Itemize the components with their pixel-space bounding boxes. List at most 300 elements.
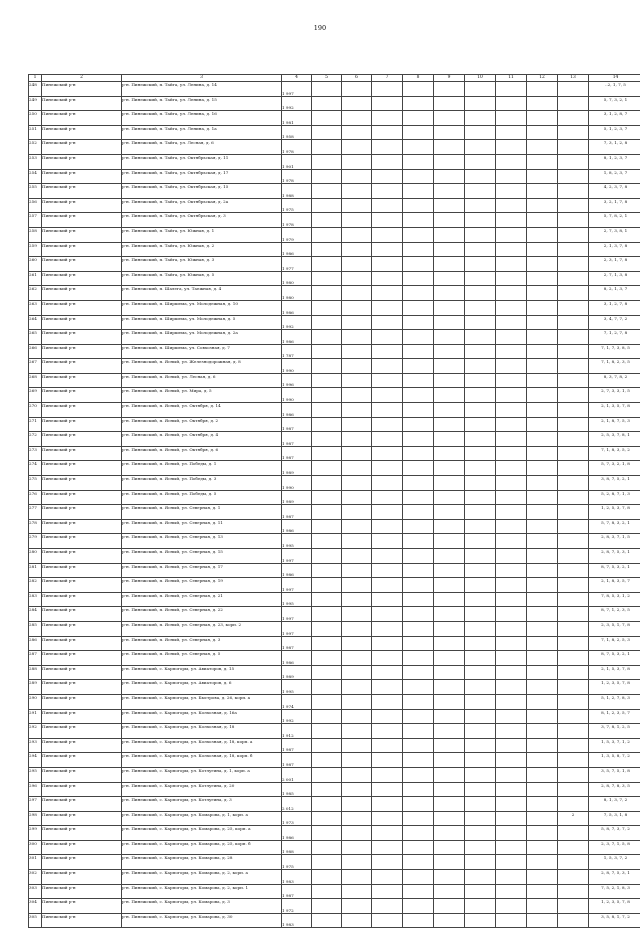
address-cell: р-н. Пинежский, п. Ясный, ул. Железнодорожная, д. 8: [122, 359, 282, 374]
empty-cell: [465, 373, 496, 388]
empty-cell: [342, 884, 372, 899]
address-cell: р-н. Пинежский, п. Ясный, ул. Северная, д. 15: [122, 549, 282, 564]
empty-cell: [496, 840, 527, 855]
empty-cell: [312, 578, 342, 593]
year-cell: [282, 724, 312, 739]
col14-cell: 8, 1, 3, 7, 2: [589, 797, 640, 812]
district-cell: Пинежский р-н: [42, 315, 122, 330]
empty-cell: [465, 797, 496, 812]
district-cell: Пинежский р-н: [42, 417, 122, 432]
empty-cell: [465, 257, 496, 272]
empty-cell: [342, 373, 372, 388]
year-value: 1 987: [282, 638, 311, 650]
district-cell: Пинежский р-н: [42, 227, 122, 242]
row-number: 276: [29, 490, 42, 505]
empty-cell: [312, 271, 342, 286]
empty-cell: [403, 373, 434, 388]
district-cell: Пинежский р-н: [42, 651, 122, 666]
address-cell: р-н. Пинежский, п. Тайга, ул. Лесная, д. 6: [122, 140, 282, 155]
empty-cell: [403, 417, 434, 432]
district-cell: Пинежский р-н: [42, 388, 122, 403]
empty-cell: [527, 694, 558, 709]
empty-cell: [496, 505, 527, 520]
empty-cell: [372, 519, 403, 534]
col14-cell: 8, 3, 7, 8, 2: [589, 373, 640, 388]
empty-cell: [403, 490, 434, 505]
year-cell: [282, 840, 312, 855]
empty-cell: [496, 563, 527, 578]
empty-cell: [527, 286, 558, 301]
row-number: 293: [29, 738, 42, 753]
empty-cell: [496, 913, 527, 928]
col14-cell: 8, 7, 5, 3, 2, 1: [589, 651, 640, 666]
year-cell: [282, 694, 312, 709]
row-number: 268: [29, 373, 42, 388]
year-cell: [282, 636, 312, 651]
empty-cell: [372, 213, 403, 228]
empty-cell: [372, 621, 403, 636]
col14-cell: 5, 1, 2, 7, 8, 3: [589, 694, 640, 709]
empty-cell: [465, 242, 496, 257]
empty-cell: [434, 519, 465, 534]
year-value: 1 992: [282, 98, 311, 110]
row-number: 264: [29, 315, 42, 330]
empty-cell: [372, 344, 403, 359]
empty-cell: [342, 840, 372, 855]
table-row: [29, 388, 640, 403]
address-cell: р-н. Пинежский, с. Карпогоры, ул. Колхозная, д. 18, корп. б: [122, 753, 282, 768]
empty-cell: [342, 227, 372, 242]
table-row: [29, 738, 640, 753]
empty-cell: [403, 330, 434, 345]
address-cell: р-н. Пинежский, п. Ширшема, ул. Совхозная, д. 7: [122, 344, 282, 359]
empty-cell: [434, 213, 465, 228]
row-number: 262: [29, 286, 42, 301]
empty-cell: [434, 826, 465, 841]
col13-cell: [558, 315, 589, 330]
empty-cell: [372, 753, 403, 768]
district-cell: Пинежский р-н: [42, 636, 122, 651]
empty-cell: [527, 271, 558, 286]
empty-cell: [496, 388, 527, 403]
year-value: 1 997: [282, 551, 311, 563]
empty-cell: [372, 592, 403, 607]
empty-cell: [312, 213, 342, 228]
year-value: 1 986: [282, 332, 311, 344]
table-row: [29, 840, 640, 855]
empty-cell: [403, 125, 434, 140]
col13-cell: [558, 636, 589, 651]
empty-cell: [465, 184, 496, 199]
col14-cell: 3, 1, 2, 7, 8: [589, 300, 640, 315]
empty-cell: [312, 505, 342, 520]
empty-cell: [465, 694, 496, 709]
empty-cell: [496, 476, 527, 491]
empty-cell: [342, 767, 372, 782]
empty-cell: [342, 111, 372, 126]
empty-cell: [434, 651, 465, 666]
col13-cell: [558, 476, 589, 491]
address-cell: р-н. Пинежский, п. Ясный, ул. Октября, д. 2: [122, 417, 282, 432]
empty-cell: [434, 359, 465, 374]
col14-cell: 1, 5, 3, 7, 1, 2: [589, 738, 640, 753]
empty-cell: [342, 198, 372, 213]
col13-cell: [558, 797, 589, 812]
empty-cell: [403, 388, 434, 403]
table-row: [29, 534, 640, 549]
year-cell: [282, 184, 312, 199]
col13-cell: [558, 446, 589, 461]
empty-cell: [527, 373, 558, 388]
empty-cell: [465, 271, 496, 286]
empty-cell: [496, 870, 527, 885]
district-cell: Пинежский р-н: [42, 899, 122, 914]
empty-cell: [342, 621, 372, 636]
col13-cell: [558, 184, 589, 199]
year-value: 1 987: [282, 507, 311, 519]
table-row: [29, 417, 640, 432]
col13-cell: [558, 359, 589, 374]
district-cell: Пинежский р-н: [42, 154, 122, 169]
address-cell: р-н. Пинежский, п. Тайга, ул. Ленина, д. 1а: [122, 125, 282, 140]
column-header: 11: [496, 75, 527, 82]
row-number: 301: [29, 855, 42, 870]
empty-cell: [403, 811, 434, 826]
year-cell: [282, 432, 312, 447]
empty-cell: [342, 563, 372, 578]
empty-cell: [342, 403, 372, 418]
row-number: 282: [29, 578, 42, 593]
col13-cell: [558, 680, 589, 695]
col14-cell: 8, 1, 2, 3, 7: [589, 154, 640, 169]
col14-cell: ..2, 1, 7, 5: [589, 82, 640, 97]
empty-cell: [342, 82, 372, 97]
empty-cell: [527, 621, 558, 636]
empty-cell: [312, 169, 342, 184]
district-cell: Пинежский р-н: [42, 840, 122, 855]
empty-cell: [527, 476, 558, 491]
empty-cell: [372, 125, 403, 140]
empty-cell: [465, 359, 496, 374]
year-value: 1 992: [282, 317, 311, 329]
column-header: 4: [282, 75, 312, 82]
empty-cell: [434, 680, 465, 695]
empty-cell: [496, 242, 527, 257]
empty-cell: [465, 169, 496, 184]
year-cell: [282, 300, 312, 315]
address-cell: р-н. Пинежский, п. Тайга, ул. Южная, д. 5: [122, 271, 282, 286]
empty-cell: [496, 767, 527, 782]
empty-cell: [403, 870, 434, 885]
empty-cell: [312, 563, 342, 578]
address-cell: р-н. Пинежский, с. Карпогоры, ул. Комарова, д. 2, корп. а: [122, 870, 282, 885]
year-cell: [282, 96, 312, 111]
empty-cell: [312, 227, 342, 242]
empty-cell: [527, 636, 558, 651]
empty-cell: [342, 913, 372, 928]
year-value: 1 990: [282, 361, 311, 373]
col13-cell: [558, 563, 589, 578]
empty-cell: [496, 665, 527, 680]
empty-cell: [496, 417, 527, 432]
empty-cell: [403, 782, 434, 797]
col13-cell: [558, 665, 589, 680]
empty-cell: [342, 213, 372, 228]
year-value: 1 988: [282, 186, 311, 198]
col14-cell: 2, 1, 8, 7, 5, 3: [589, 417, 640, 432]
empty-cell: [496, 549, 527, 564]
empty-cell: [465, 446, 496, 461]
empty-cell: [372, 227, 403, 242]
table-row: [29, 432, 640, 447]
empty-cell: [465, 111, 496, 126]
year-value: 1 787: [282, 346, 311, 358]
table-row: [29, 709, 640, 724]
district-cell: Пинежский р-н: [42, 300, 122, 315]
empty-cell: [527, 840, 558, 855]
empty-cell: [465, 680, 496, 695]
column-header: 5: [312, 75, 342, 82]
address-cell: р-н. Пинежский, п. Ясный, ул. Октября, д. 14: [122, 403, 282, 418]
empty-cell: [465, 782, 496, 797]
empty-cell: [496, 636, 527, 651]
col13-cell: [558, 344, 589, 359]
address-cell: р-н. Пинежский, с. Карпогоры, ул. Комарова, д. 2, корп. 1: [122, 884, 282, 899]
district-cell: Пинежский р-н: [42, 607, 122, 622]
empty-cell: [496, 811, 527, 826]
year-cell: [282, 549, 312, 564]
empty-cell: [372, 563, 403, 578]
year-cell: [282, 592, 312, 607]
empty-cell: [312, 286, 342, 301]
row-number: 259: [29, 242, 42, 257]
col13-cell: [558, 96, 589, 111]
year-cell: [282, 519, 312, 534]
col14-cell: 2, 1, 5, 3, 7, 8: [589, 665, 640, 680]
empty-cell: [403, 154, 434, 169]
empty-cell: [372, 899, 403, 914]
year-value: 1 980: [282, 273, 311, 285]
empty-cell: [403, 899, 434, 914]
table-row: [29, 373, 640, 388]
empty-cell: [434, 96, 465, 111]
row-number: 300: [29, 840, 42, 855]
empty-cell: [312, 257, 342, 272]
empty-cell: [527, 870, 558, 885]
empty-cell: [342, 490, 372, 505]
table-row: [29, 490, 640, 505]
empty-cell: [312, 476, 342, 491]
address-cell: р-н. Пинежский, п. Шалега, ул. Таежная, д. 4: [122, 286, 282, 301]
row-number: 265: [29, 330, 42, 345]
col14-cell: 7, 1, 8, 2, 3, 5: [589, 359, 640, 374]
empty-cell: [527, 709, 558, 724]
empty-cell: [312, 154, 342, 169]
col14-cell: 2, 5, 3, 7, 8, 1: [589, 432, 640, 447]
row-number: 263: [29, 300, 42, 315]
year-cell: [282, 403, 312, 418]
empty-cell: [465, 724, 496, 739]
table-row: [29, 169, 640, 184]
col14-cell: 7, 5, 3, 1, 8: [589, 811, 640, 826]
empty-cell: [372, 651, 403, 666]
empty-cell: [527, 140, 558, 155]
empty-cell: [372, 169, 403, 184]
empty-cell: [496, 198, 527, 213]
empty-cell: [312, 300, 342, 315]
table-row: [29, 884, 640, 899]
col14-cell: 2, 3, 1, 7, 8: [589, 257, 640, 272]
row-number: 248: [29, 82, 42, 97]
district-cell: Пинежский р-н: [42, 578, 122, 593]
empty-cell: [372, 140, 403, 155]
row-number: 249: [29, 96, 42, 111]
address-cell: р-н. Пинежский, п. Ясный, ул. Северная, д. 19: [122, 578, 282, 593]
empty-cell: [465, 505, 496, 520]
table-row: [29, 870, 640, 885]
empty-cell: [342, 184, 372, 199]
table-row: [29, 694, 640, 709]
year-cell: [282, 461, 312, 476]
address-cell: р-н. Пинежский, п. Ясный, ул. Северная, д. 1: [122, 505, 282, 520]
table-row: [29, 811, 640, 826]
empty-cell: [372, 607, 403, 622]
col13-cell: [558, 111, 589, 126]
empty-cell: [496, 300, 527, 315]
empty-cell: [465, 96, 496, 111]
empty-cell: [434, 913, 465, 928]
empty-cell: [434, 344, 465, 359]
col13-cell: [558, 534, 589, 549]
address-cell: р-н. Пинежский, с. Карпогоры, ул. Комарова, д. 28: [122, 855, 282, 870]
empty-cell: [403, 738, 434, 753]
year-cell: [282, 563, 312, 578]
year-value: 1 978: [282, 171, 311, 183]
table-row: [29, 359, 640, 374]
year-cell: [282, 651, 312, 666]
year-cell: [282, 213, 312, 228]
empty-cell: [465, 519, 496, 534]
empty-cell: [527, 111, 558, 126]
empty-cell: [527, 665, 558, 680]
empty-cell: [465, 884, 496, 899]
col14-cell: 8, 2, 1, 3, 7: [589, 286, 640, 301]
year-value: 1 995: [282, 536, 311, 548]
empty-cell: [434, 621, 465, 636]
year-value: 1 975: [282, 200, 311, 212]
district-cell: Пинежский р-н: [42, 82, 122, 97]
empty-cell: [403, 198, 434, 213]
empty-cell: [342, 797, 372, 812]
district-cell: Пинежский р-н: [42, 870, 122, 885]
district-cell: Пинежский р-н: [42, 855, 122, 870]
row-number: 251: [29, 125, 42, 140]
year-cell: [282, 82, 312, 97]
empty-cell: [434, 753, 465, 768]
empty-cell: [496, 738, 527, 753]
empty-cell: [434, 169, 465, 184]
district-cell: Пинежский р-н: [42, 257, 122, 272]
empty-cell: [372, 724, 403, 739]
empty-cell: [434, 840, 465, 855]
address-cell: р-н. Пинежский, п. Ясный, ул. Северная, д. 23, корп. 2: [122, 621, 282, 636]
year-value: 1 988: [282, 842, 311, 854]
year-value: 1 997: [282, 609, 311, 621]
empty-cell: [372, 373, 403, 388]
col13-cell: [558, 82, 589, 97]
year-value: 1 989: [282, 463, 311, 475]
col13-cell: [558, 242, 589, 257]
empty-cell: [403, 271, 434, 286]
district-cell: Пинежский р-н: [42, 373, 122, 388]
empty-cell: [372, 709, 403, 724]
district-cell: Пинежский р-н: [42, 111, 122, 126]
empty-cell: [434, 694, 465, 709]
empty-cell: [403, 651, 434, 666]
col14-cell: 3, 5, 8, 1, 7, 2: [589, 913, 640, 928]
empty-cell: [403, 767, 434, 782]
district-cell: Пинежский р-н: [42, 782, 122, 797]
empty-cell: [527, 446, 558, 461]
empty-cell: [403, 534, 434, 549]
empty-cell: [342, 651, 372, 666]
district-cell: Пинежский р-н: [42, 476, 122, 491]
empty-cell: [403, 446, 434, 461]
address-cell: р-н. Пинежский, п. Ширшема, ул. Молодежная, д. 2а: [122, 330, 282, 345]
empty-cell: [434, 884, 465, 899]
column-header: 14: [589, 75, 640, 82]
empty-cell: [372, 446, 403, 461]
year-value: 1 987: [282, 434, 311, 446]
empty-cell: [465, 344, 496, 359]
address-cell: р-н. Пинежский, п. Ясный, ул. Победы, д. 1: [122, 461, 282, 476]
year-cell: [282, 913, 312, 928]
table-row: [29, 563, 640, 578]
empty-cell: [403, 607, 434, 622]
table-row: [29, 724, 640, 739]
empty-cell: [372, 359, 403, 374]
col13-cell: 2: [558, 811, 589, 826]
empty-cell: [434, 665, 465, 680]
row-number: 274: [29, 461, 42, 476]
col14-cell: 1, 8, 2, 3, 7: [589, 169, 640, 184]
empty-cell: [312, 621, 342, 636]
col14-cell: 5, 7, 8, 2, 1: [589, 213, 640, 228]
empty-cell: [403, 855, 434, 870]
address-cell: р-н. Пинежский, п. Тайга, ул. Южная, д. 3: [122, 257, 282, 272]
col14-cell: 7, 1, 7, 3, 8, 5: [589, 344, 640, 359]
empty-cell: [372, 388, 403, 403]
year-value: 1 987: [282, 448, 311, 460]
empty-cell: [496, 403, 527, 418]
empty-cell: [403, 432, 434, 447]
empty-cell: [527, 680, 558, 695]
year-value: 1 974: [282, 697, 311, 709]
row-number: 283: [29, 592, 42, 607]
table-row: [29, 767, 640, 782]
table-row: [29, 592, 640, 607]
empty-cell: [434, 154, 465, 169]
table-row: [29, 680, 640, 695]
empty-cell: [527, 811, 558, 826]
address-cell: р-н. Пинежский, п. Ясный, ул. Северная, д. 21: [122, 592, 282, 607]
row-number: 270: [29, 403, 42, 418]
row-number: 271: [29, 417, 42, 432]
row-number: 266: [29, 344, 42, 359]
col14-cell: 1, 2, 5, 3, 7, 8: [589, 505, 640, 520]
empty-cell: [527, 505, 558, 520]
district-cell: Пинежский р-н: [42, 461, 122, 476]
